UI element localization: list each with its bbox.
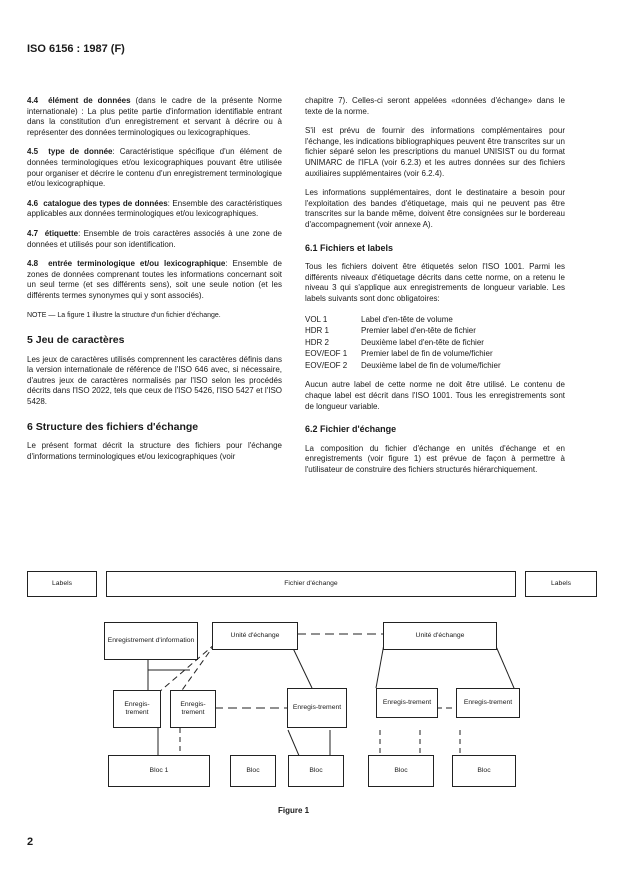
connector-line (291, 644, 312, 688)
exchange-file-box: Fichier d'échange (106, 571, 516, 597)
clause-number: 4.5 (27, 147, 39, 157)
section-5-text: Les jeux de caractères utilisés comprennent les caractères définis dans la version internationale de référence de l'ISO 646 avec, si nécessaire, d'autres jeux de caractères normalisés par l'ISO selon les procédés décrits dans l'ISO 2022, tels que ceux de l'ISO 5426, l'ISO 5427 et l'ISO 5428. (27, 354, 282, 407)
record-box: Enregis-trement (170, 690, 216, 728)
label-description: Deuxième label de fin de volume/fichier (361, 360, 501, 370)
section-5-heading: 5 Jeu de caractères (27, 334, 125, 347)
label-code: EOV/EOF 1 (305, 349, 348, 359)
label-description: Deuxième label d'en-tête de fichier (361, 337, 484, 347)
clause-term: étiquette (44, 228, 79, 238)
list-item (305, 314, 565, 326)
clause-text: : Ensemble de trois caractères associés à une zone de données et utilisés pour son identification. (27, 228, 283, 249)
clause-number: 4.8 (27, 259, 39, 269)
block-box-1: Bloc 1 (108, 755, 210, 787)
labels-box-left: Labels (27, 571, 97, 597)
left-column (27, 96, 282, 471)
connector-line (376, 644, 384, 688)
clause-text: : Caractéristique spécifique d'un élément de données terminologiques et/ou lexicographiques pouvant être utilisée pour organiser et décrire le contenu d'un enregistrement terminologique et/ou lexicographique. (27, 147, 282, 189)
definition-4-4 (27, 96, 282, 138)
paragraph: Aucun autre label de cette norme ne doit être utilisé. Le contenu de chaque label est décrit dans l'ISO 1001. Tous les enregistrements sont de longueur variable. (305, 380, 565, 411)
clause-term: type de donnée (48, 147, 113, 157)
paragraph: S'il est prévu de fournir des informations complémentaires pour l'échange, les indications bibliographiques peuvent être transcrites sur un fichier séparé selon les prescriptions du manuel UNISIST ou du format UNIMARC de l'IFLA (voir 6.2.3) et les autres données sur des fichiers auxiliaires supplémentaires (voir 6.2.4). (305, 126, 565, 178)
exchange-unit-box-1: Unité d'échange (212, 622, 298, 650)
record-box: Enregis-trement (376, 688, 438, 718)
label-code: HDR 2 (305, 337, 330, 347)
label-description: Premier label de fin de volume/fichier (361, 349, 493, 359)
list-item (305, 337, 565, 349)
labels-list (305, 314, 565, 372)
figure-caption: Figure 1 (278, 806, 310, 815)
page-number: 2 (27, 836, 34, 848)
record-box: Enregis-trement (456, 688, 520, 718)
section-6-text: Le présent format décrit la structure des fichiers pour l'échange d'informations terminologiques et/ou lexicographiques (voir (27, 441, 282, 461)
record-box: Enregis-trement (287, 688, 347, 728)
label-code: EOV/EOF 2 (305, 360, 348, 370)
section-6-1-heading: 6.1 Fichiers et labels (305, 242, 394, 253)
definition-4-6 (27, 199, 282, 220)
clause-term: catalogue des types de données (43, 198, 168, 208)
connector-line (495, 644, 514, 688)
clause-text: : Ensemble de zones de données comprenant toutes les informations concernant soit un seul terme (et ses différents sens), soit une seule notion (et les différents termes synonymes qui y sont associés). (27, 259, 282, 300)
clause-number: 4.4 (27, 96, 39, 105)
paragraph: chapitre 7). Celles-ci seront appelées «données d'échange» dans le texte de la norme. (305, 96, 565, 116)
paragraph: Les informations supplémentaires, dont le destinataire a besoin pour l'exploitation des bandes d'étiquetage, mais qui ne peuvent pas être transcrites sur la bande même, doivent être consignées sur le bordereau d'accompagnement (voir annexe A). (305, 188, 565, 229)
figure-1-diagram (0, 560, 622, 830)
clause-number: 4.6 (27, 198, 39, 208)
clause-number: 4.7 (27, 228, 39, 238)
labels-box-right: Labels (525, 571, 597, 597)
right-column (305, 96, 565, 485)
clause-text: (dans le cadre de la présente Norme internationale) : La plus petite partie d'information identifiable entrant dans la constitution d'un enregistrement et servant à décrire ou à représenter des données terminologiques ou lexicographiques. (27, 96, 282, 137)
paragraph: La composition du fichier d'échange en unités d'échange et en enregistrements (voir figure 1) est prévue de façon à permettre à l'utilisateur de construire des fichiers structurés hiérarchiquement. (305, 443, 565, 475)
page-header: ISO 6156 : 1987 (F) (27, 43, 125, 55)
block-box: Bloc (452, 755, 516, 787)
clause-text: : Ensemble des caractéristiques applicables aux données terminologiques et/ou lexicographiques. (27, 198, 283, 219)
definition-4-7 (27, 229, 282, 250)
block-box: Bloc (288, 755, 344, 787)
paragraph: Tous les fichiers doivent être étiquetés selon l'ISO 1001. Parmi les différents niveaux d'étiquetage décrits dans cette norme, on a retenu le niveau 3 qui s'applique aux enregistrements de longueur variable. Les labels suivants sont donc obligatoires: (305, 262, 565, 303)
section-6-heading: 6 Structure des fichiers d'échange (27, 420, 199, 433)
information-record-box: Enregistrement d'information (104, 622, 198, 660)
note: NOTE — La figure 1 illustre la structure d'un fichier d'échange. (27, 311, 221, 319)
label-code: VOL 1 (305, 314, 328, 324)
exchange-unit-box-2: Unité d'échange (383, 622, 497, 650)
record-box: Enregis-trement (113, 690, 161, 728)
list-item (305, 325, 565, 337)
definition-4-5 (27, 147, 282, 189)
list-item (305, 348, 565, 360)
block-box: Bloc (368, 755, 434, 787)
section-6-2-heading: 6.2 Fichier d'échange (305, 424, 397, 435)
label-description: Premier label d'en-tête de fichier (361, 326, 476, 336)
definition-4-8 (27, 259, 282, 301)
label-description: Label d'en-tête de volume (361, 314, 453, 324)
list-item (305, 360, 565, 372)
clause-term: entrée terminologique et/ou lexicographique (48, 259, 226, 269)
block-box: Bloc (230, 755, 276, 787)
clause-term: élément de données (48, 96, 131, 105)
label-code: HDR 1 (305, 326, 330, 336)
